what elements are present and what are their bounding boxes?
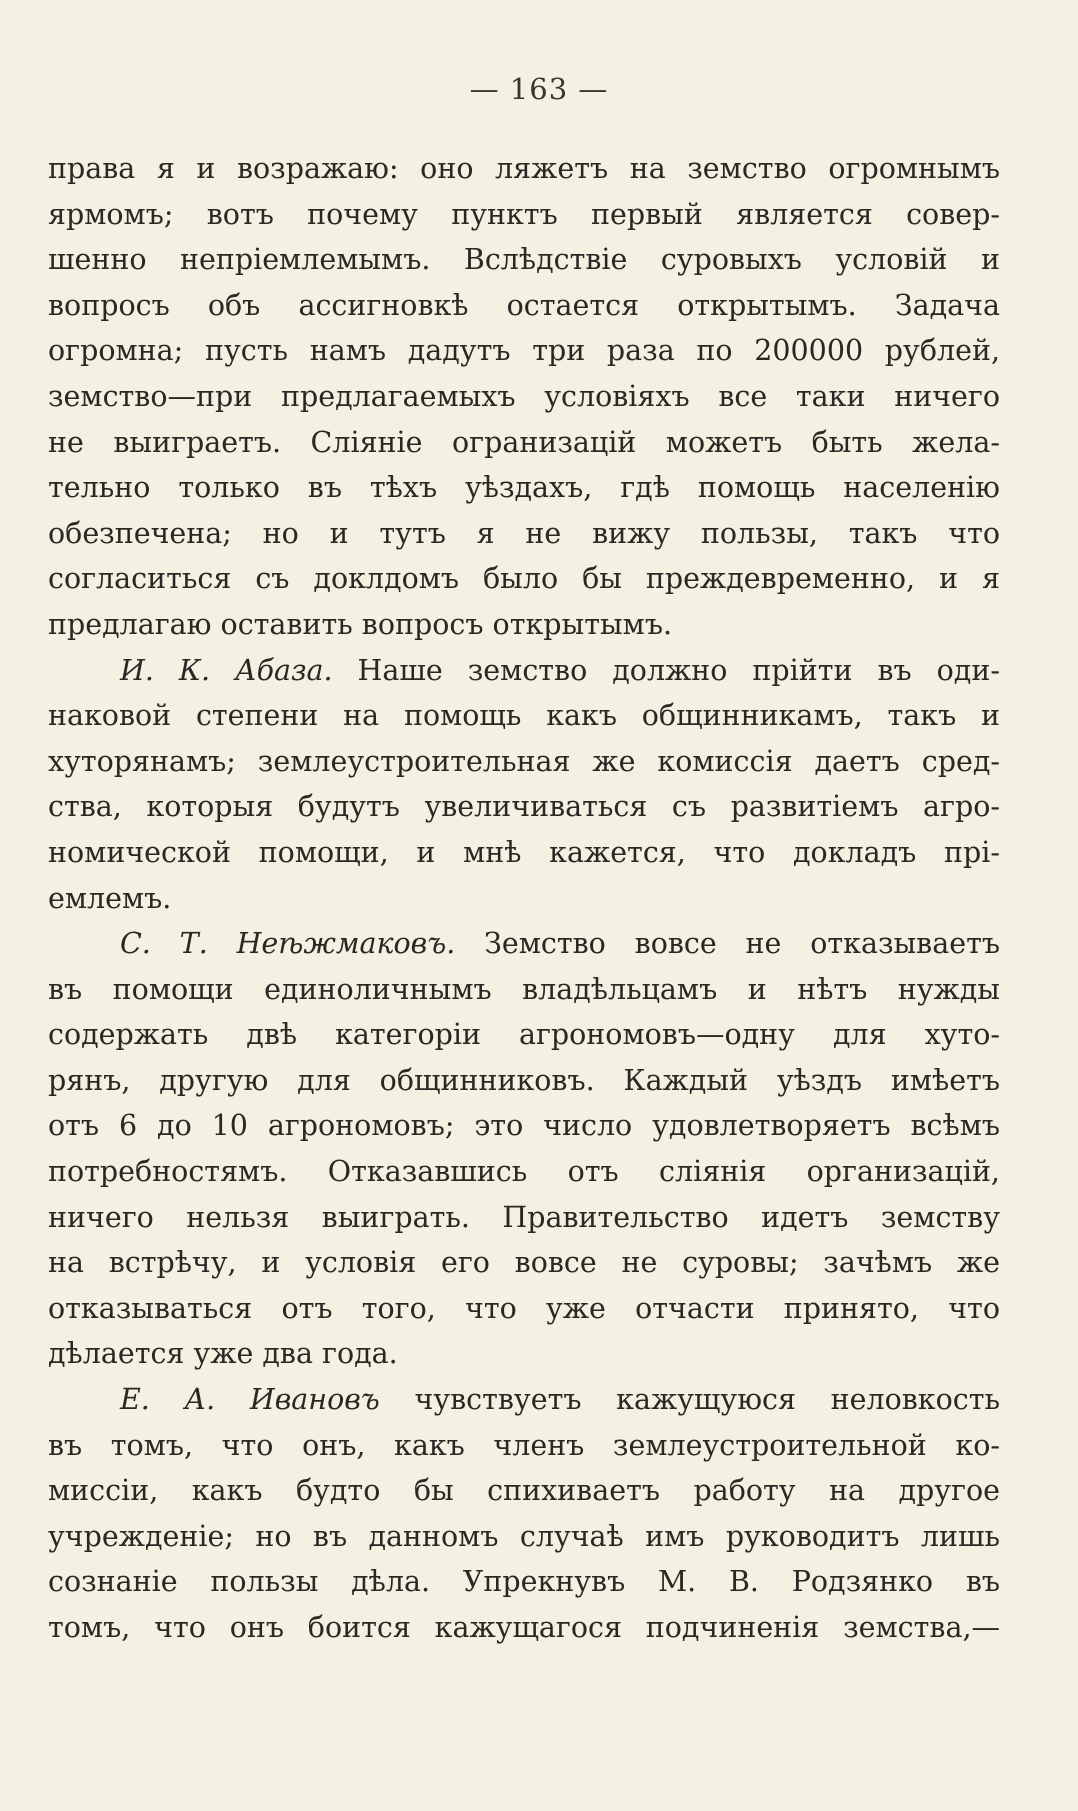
text-line: томъ, что онъ боится кажущагося подчиненія земства,— (48, 1611, 1000, 1644)
text-line: согласиться съ доклдомъ было бы преждевременно, и я (48, 562, 1000, 596)
text-line: рянъ, другую для общинниковъ. Каждый уѣздъ имѣетъ (48, 1063, 1000, 1097)
text-line: наковой степени на помощь какъ общинникамъ, такъ и (48, 699, 1000, 733)
text-line: ярмомъ; вотъ почему пунктъ первый является совер- (48, 197, 1000, 231)
text-line: сознаніе пользы дѣла. Упрекнувъ М. В. Родзянко въ (48, 1565, 1000, 1599)
text-line: обезпечена; но и тутъ я не вижу пользы, такъ что (48, 516, 1000, 550)
speaker-name: Е. А. Ивановъ (120, 1383, 380, 1417)
text-line: хуторянамъ; землеустроительная же комиссія даетъ сред- (48, 744, 1000, 778)
paragraph-first-line (48, 648, 1000, 694)
paragraph-first-line (48, 921, 1000, 967)
speaker-name: С. Т. Неѣжмаковъ. (120, 927, 456, 961)
text-line: учрежденіе; но въ данномъ случаѣ имъ руководитъ лишь (48, 1519, 1000, 1553)
text-line: земство—при предлагаемыхъ условіяхъ все таки ничего (48, 379, 1000, 413)
text-line: отъ 6 до 10 агрономовъ; это число удовлетворяетъ всѣмъ (48, 1109, 1000, 1143)
text-line: тельно только въ тѣхъ уѣздахъ, гдѣ помощь населенію (48, 471, 1000, 505)
page-text (48, 146, 1000, 1651)
text-line: вопросъ объ ассигновкѣ остается открытымъ. Задача (48, 288, 1000, 322)
text-line: отказываться отъ того, что уже отчасти принято, что (48, 1291, 1000, 1325)
text-line: ничего нельзя выиграть. Правительство идетъ земству (48, 1200, 1000, 1234)
text-line: содержать двѣ категоріи агрономовъ—одну для хуто- (48, 1018, 1000, 1052)
text-line: номической помощи, и мнѣ кажется, что докладъ прі- (48, 835, 1000, 869)
speech-text: чувствуетъ кажущуюся неловкость (414, 1383, 1000, 1417)
speech-text: Наше земство должно прійти въ оди- (357, 653, 1000, 687)
text-line: дѣлается уже два года. (48, 1337, 398, 1371)
text-line: въ помощи единоличнымъ владѣльцамъ и нѣтъ нужды (48, 972, 1000, 1006)
text-line: емлемъ. (48, 881, 172, 915)
text-line: не выиграетъ. Сліяніе огранизацій можетъ быть жела- (48, 425, 1000, 459)
text-line: предлагаю оставить вопросъ открытымъ. (48, 607, 673, 641)
text-line: потребностямъ. Отказавшись отъ сліянія организацій, (48, 1155, 1000, 1189)
text-line: права я и возражаю: оно ляжетъ на земство огромнымъ (48, 152, 1000, 185)
text-line: ства, которыя будутъ увеличиваться съ развитіемъ агро- (48, 790, 1000, 824)
page-number: — 163 — (469, 72, 609, 106)
text-line: огромна; пусть намъ дадутъ три раза по 200000 рублей, (48, 334, 1000, 368)
speaker-name: И. К. Абаза. (120, 653, 333, 687)
text-line: въ томъ, что онъ, какъ членъ землеустроительной ко- (48, 1428, 1000, 1462)
text-line: шенно непріемлемымъ. Вслѣдствіе суровыхъ условій и (48, 243, 1000, 277)
text-line: миссіи, какъ будто бы спихиваетъ работу на другое (48, 1474, 1000, 1508)
paragraph-first-line (48, 1377, 1000, 1423)
speech-text: Земство вовсе не отказываетъ (484, 927, 1000, 961)
text-line: на встрѣчу, и условія его вовсе не суровы; зачѣмъ же (48, 1246, 1000, 1280)
